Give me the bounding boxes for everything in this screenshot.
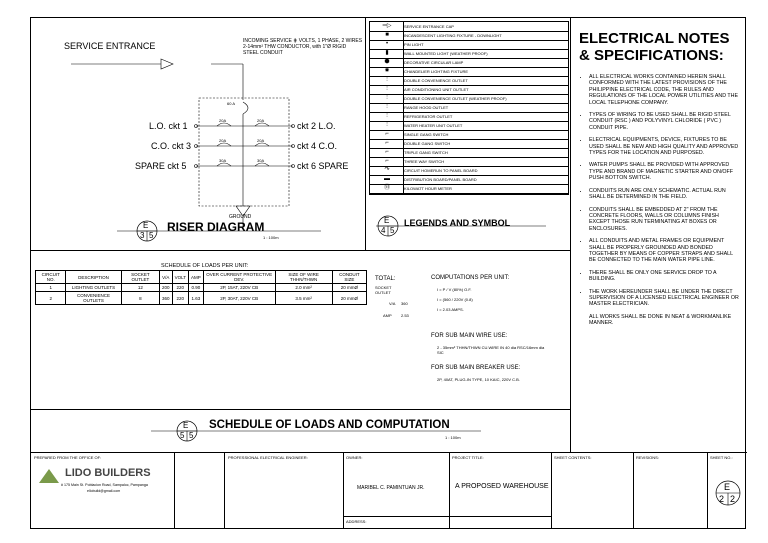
ground-label: GROUND (229, 214, 252, 220)
sheet-no-label: SHEET NO.: (710, 455, 733, 460)
schedule-section-title: SCHEDULE OF LOADS AND COMPUTATION (209, 419, 450, 431)
schedule-cell: 360 (160, 292, 173, 305)
riser-section (31, 18, 366, 251)
legend-ref-number: 4 (381, 226, 386, 235)
legend-ref-letter: E (384, 216, 390, 225)
project-label: PROJECT TITLE: (452, 455, 484, 460)
computations-title: COMPUTATIONS PER UNIT: (431, 275, 510, 281)
legend-text: AIR CONDITIONING UNIT OUTLET (404, 87, 469, 92)
circuit-left-label: SPARE ckt 5 (135, 161, 187, 171)
legend-text: KILOWATT HOUR METER (404, 186, 452, 191)
circuit-left-label: C.O. ckt 3 (151, 141, 192, 151)
amp-label: AMP (383, 313, 392, 318)
breaker-rating: 20A (219, 138, 227, 143)
legend-symbol-icon: ■ (385, 32, 389, 38)
note-item: • CONDUITS RUN ARE ONLY SCHEMATIC. ACTUAL RUN SHALL BE DETERMINED IN THE FIELD. (589, 188, 741, 201)
sheet-contents-label: SHEET CONTENTS: (554, 455, 592, 460)
prepared-label: PREPARED FROM THE OFFICE OF: (34, 455, 102, 460)
schedule-cell: 2 (36, 292, 66, 305)
legend-symbol-icon: ═▷ (382, 23, 392, 29)
legend-text: SINGLE GANG SWITCH (404, 132, 449, 137)
breaker-rating: 30A (257, 158, 265, 163)
address-label: ADDRESS: (346, 519, 367, 524)
legends-title: LEGENDS AND SYMBOL (404, 218, 511, 228)
schedule-cell: LIGHTING OUTLETS (66, 284, 121, 292)
comp-line: I = P / V (80%) O.F. (437, 287, 472, 292)
legend-title-bubble (366, 18, 571, 251)
legend-text: DECORATIVE CIRCULAR LAMP (404, 60, 464, 65)
notes-section (571, 18, 747, 452)
company-address: # 175 Main St. Poblacion Road, Sampaloc, Pampanga (61, 483, 148, 487)
legend-symbol-icon: Ⓜ (383, 185, 390, 191)
schedule-cell: 220 (172, 284, 188, 292)
comp-line: I = (560 / 220V (0.8) (437, 297, 473, 302)
schedule-cell: 20 mmØ (332, 284, 366, 292)
legend-text: PIN LIGHT (404, 42, 424, 47)
note-item: • ALL ELECTRICAL WORKS CONTAINED HEREIN SHALL CONFORMED WITH THE LATEST PROVISIONS OF THE PHILIPPINE ELECTRICAL CODE, THE RULES AND REGULATIONS OF THE LOCAL POWER UTILITIES AND THE LOCAL TELEPHONE COMPANY. (589, 74, 741, 106)
sub-wire-title: FOR SUB MAIN WIRE USE: (431, 333, 508, 339)
legend-text: CIRCUIT HOMERUN TO PANEL BOARD (404, 168, 478, 173)
main-breaker-rating: 60 A (227, 101, 236, 106)
revisions-label: REVISIONS: (636, 455, 659, 460)
total-label: TOTAL: (375, 276, 396, 282)
schedule-header-cell: VOLT (172, 271, 188, 284)
legend-text: DOUBLE GANG SWITCH (404, 141, 451, 146)
schedule-scale: 1 : 100m (445, 435, 461, 440)
legend-symbol-icon: ▬ (384, 176, 390, 182)
legend-symbol-icon: ⌐ (385, 158, 389, 164)
legend-symbol-icon: ↷ (384, 167, 390, 173)
schedule-cell: 200 (160, 284, 173, 292)
legend-symbol-icon: ⫶ (386, 86, 388, 92)
schedule-cell: CONVENIENCE OUTLETS (66, 292, 121, 305)
legend-symbol-icon: ⫶ (386, 77, 388, 83)
legend-text: WALL MOUNTED LIGHT (WEATHER PROOF) (404, 51, 488, 56)
riser-diagram-drawing (31, 18, 366, 251)
drawing-sheet (30, 17, 746, 529)
note-item: • THERE SHALL BE ONLY ONE SERVICE DROP TO A BUILDING. (589, 270, 741, 283)
schedule-ref-letter: E (183, 421, 189, 430)
riser-ref-sheet: 5 (149, 231, 154, 240)
schedule-header-cell: AMP (188, 271, 203, 284)
company-email: ellobuild@gmail.com (87, 489, 121, 493)
schedule-cell: 1.63 (188, 292, 203, 305)
schedule-cell: 8 (121, 292, 159, 305)
legend-symbol-icon: ⌐ (385, 131, 389, 137)
schedule-cell: 2P, 15AT, 220V CB (203, 284, 275, 292)
legend-text: TRIPLE GANG SWITCH (404, 150, 448, 155)
comp-line: I = 2.03 AMPS. (437, 307, 464, 312)
sub-breaker-title: FOR SUB MAIN BREAKER USE: (431, 365, 521, 371)
schedule-cell: 0.90 (188, 284, 203, 292)
legend-symbol-icon: • (385, 41, 389, 47)
schedule-header-cell: OVER CURRENT PROTECTIVE DEV. (203, 271, 275, 284)
breaker-rating: 20A (257, 118, 265, 123)
schedule-ref-number: 5 (180, 431, 185, 440)
note-item: • ELECTRICAL EQUIPMENTS, DEVICE, FIXTURES TO BE USED SHALL BE NEW AND HIGH QUALITY AND APPROVED TYPES FOR THE LOCATION AND PURPOSED. (589, 137, 741, 156)
owner-name: MARIBEL C. PAMINTUAN JR. (357, 485, 425, 491)
note-item: • THE WORK HEREUNDER SHALL BE UNDER THE DIRECT SUPERVISION OF A LICENSED ELECTRICAL ENGINEER OR MASTER ELECTRICIAN. (589, 289, 741, 308)
company-logo (39, 469, 59, 483)
riser-ref-letter: E (143, 221, 149, 230)
schedule-header-cell: CONDUIT SIZE (332, 271, 366, 284)
schedule-cell: 20 mmØ (332, 292, 366, 305)
riser-scale: 1 : 100m (263, 235, 279, 240)
note-item: • WATER PUMPS SHALL BE PROVIDED WITH APPROVED TYPE AND BRAND OF MAGNETIC STARTER AND ON/OFF PUSH BOTTON SWITCH. (589, 162, 741, 181)
legend-symbol-icon: ⫶ (386, 113, 388, 119)
total-sub: SOCKET OUTLET (375, 285, 392, 295)
schedule-table-title: SCHEDULE OF LOADS PER UNIT: (161, 263, 249, 269)
notes-list (579, 74, 741, 308)
schedule-cell: 2P, 30AT, 220V CB (203, 292, 275, 305)
circuit-right-label: ckt 4 C.O. (297, 141, 338, 151)
legend-text: RANGE HOOD OUTLET (404, 105, 449, 110)
sub-wire-text: 2 - 35mm² THHN/THWN CU.WIRE IN 40 dia RSC/16mm dia SIC (437, 345, 545, 355)
amp-value: 2.53 (401, 313, 409, 318)
circuit-right-label: ckt 6 SPARE (297, 161, 349, 171)
sub-breaker-text: 2P, 40AT, PLUG-IN TYPE, 10 KAIC, 220V C.B. (437, 377, 520, 382)
schedule-ref-sheet: 5 (189, 431, 194, 440)
notes-title: ELECTRICAL NOTES & SPECIFICATIONS: (579, 30, 730, 64)
note-item: • ALL CONDUITS AND METAL FRAMES OR EQUIPMENT SHALL BE PROPERLY GROUNDED AND BONDED TOGETHER BY MEANS OF COPPER STRAPS AND SHALL BE CONNECTED TO THE MAIN WATER PIPE LINE. (589, 238, 741, 264)
riser-diagram-title: RISER DIAGRAM (167, 220, 265, 234)
sheet-total: 2 (730, 494, 736, 504)
breaker-rating: 20A (219, 118, 227, 123)
schedule-cell: 220 (172, 292, 188, 305)
breaker-rating: 20A (257, 138, 265, 143)
legend-text: REFRIGERATOR OUTLET (404, 114, 453, 119)
riser-ref-number: 3 (140, 231, 145, 240)
sheet-letter: E (724, 482, 731, 492)
incoming-service-note: INCOMING SERVICE ⋕ VOLTS, 1 PHASE, 2 WIRES 2-14mm² THW CONDUCTOR, with 1"Ø RIGID STEEL CONDUIT (243, 38, 363, 56)
circuit-right-label: ckt 2 L.O. (297, 121, 336, 131)
legend-text: INCANDESCENT LIGHTING FIXTURE - DOWNLIGHT (404, 33, 502, 38)
schedule-cell: 12 (121, 284, 159, 292)
legend-text: DOUBLE CONVENIENCE OUTLET (WEATHER PROOF) (404, 96, 507, 101)
va-value: 360 (401, 301, 408, 306)
va-label: V/A (389, 301, 396, 306)
schedule-header-cell: V/A (160, 271, 173, 284)
legend-symbol-icon: ⌐ (385, 149, 389, 155)
legend-text: CHANDELIER LIGHTING FIXTURE (404, 69, 469, 74)
legend-text: THREE WAY SWITCH (404, 159, 445, 164)
note-item: • TYPES OF WIRING TO BE USED SHALL BE RIGID STEEL CONDUIT (RSC ) AND POLYVINYL CHLORIDE ( PVC ) CONDUIT PIPE. (589, 112, 741, 131)
legends-section (366, 18, 571, 251)
legend-text: SERVICE ENTRANCE CAP (404, 24, 454, 29)
company-name: LIDO BUILDERS (65, 467, 151, 479)
legend-text: WATER HEATER UNIT OUTLET (404, 123, 463, 128)
project-title: A PROPOSED WAREHOUSE (455, 483, 549, 490)
circuit-left-label: L.O. ckt 1 (149, 121, 188, 131)
legend-ref-sheet: 5 (390, 226, 395, 235)
title-block (31, 452, 747, 530)
engineer-label: PROFESSIONAL ELECTRICAL ENGINEER: (228, 455, 308, 460)
schedule-cell: 3.5 mm² (275, 292, 332, 305)
schedule-header-cell: SIZE OF WIRE THHN/THWN (275, 271, 332, 284)
breaker-rating: 30A (219, 158, 227, 163)
legend-symbol-icon: ⬢ (384, 59, 390, 65)
owner-label: OWNER: (346, 455, 363, 460)
sheet-num: 2 (719, 494, 725, 504)
legend-symbol-icon: ⫶ (386, 122, 388, 128)
service-entrance-label: SERVICE ENTRANCE (64, 41, 156, 51)
legend-symbol-icon: ⫶ (386, 95, 388, 101)
schedule-section (31, 251, 571, 452)
schedule-header-cell: DESCRIPTION (66, 271, 121, 284)
notes-closing: ALL WORKS SHALL BE DONE IN NEAT & WORKMANLIKE MANNER. (589, 313, 732, 327)
schedule-header-cell: CIRCUIT NO. (36, 271, 66, 284)
schedule-cell: 2.0 mm² (275, 284, 332, 292)
legend-symbol-icon: ⌐ (385, 140, 389, 146)
legend-text: DOUBLE CONVENIENCE OUTLET (404, 78, 468, 83)
schedule-header-cell: SOCKET OUTLET (121, 271, 159, 284)
legend-symbol-icon: ▮ (385, 50, 389, 56)
legend-text: DISTRIBUTION BOARD/PANEL BOARD (404, 177, 477, 182)
legend-symbol-icon: ⫶ (386, 104, 388, 110)
legend-symbol-icon: ✸ (384, 68, 390, 74)
note-item: • CONDUITS SHALL BE EMBEDDED AT 2" FROM THE CONCRETE FLOORS, WALLS OR COLUMNS FINISH EXCEPT THOSE RUN TERMINATING AT BOXES OR ENCLOSURES. (589, 207, 741, 233)
schedule-cell: 1 (36, 284, 66, 292)
